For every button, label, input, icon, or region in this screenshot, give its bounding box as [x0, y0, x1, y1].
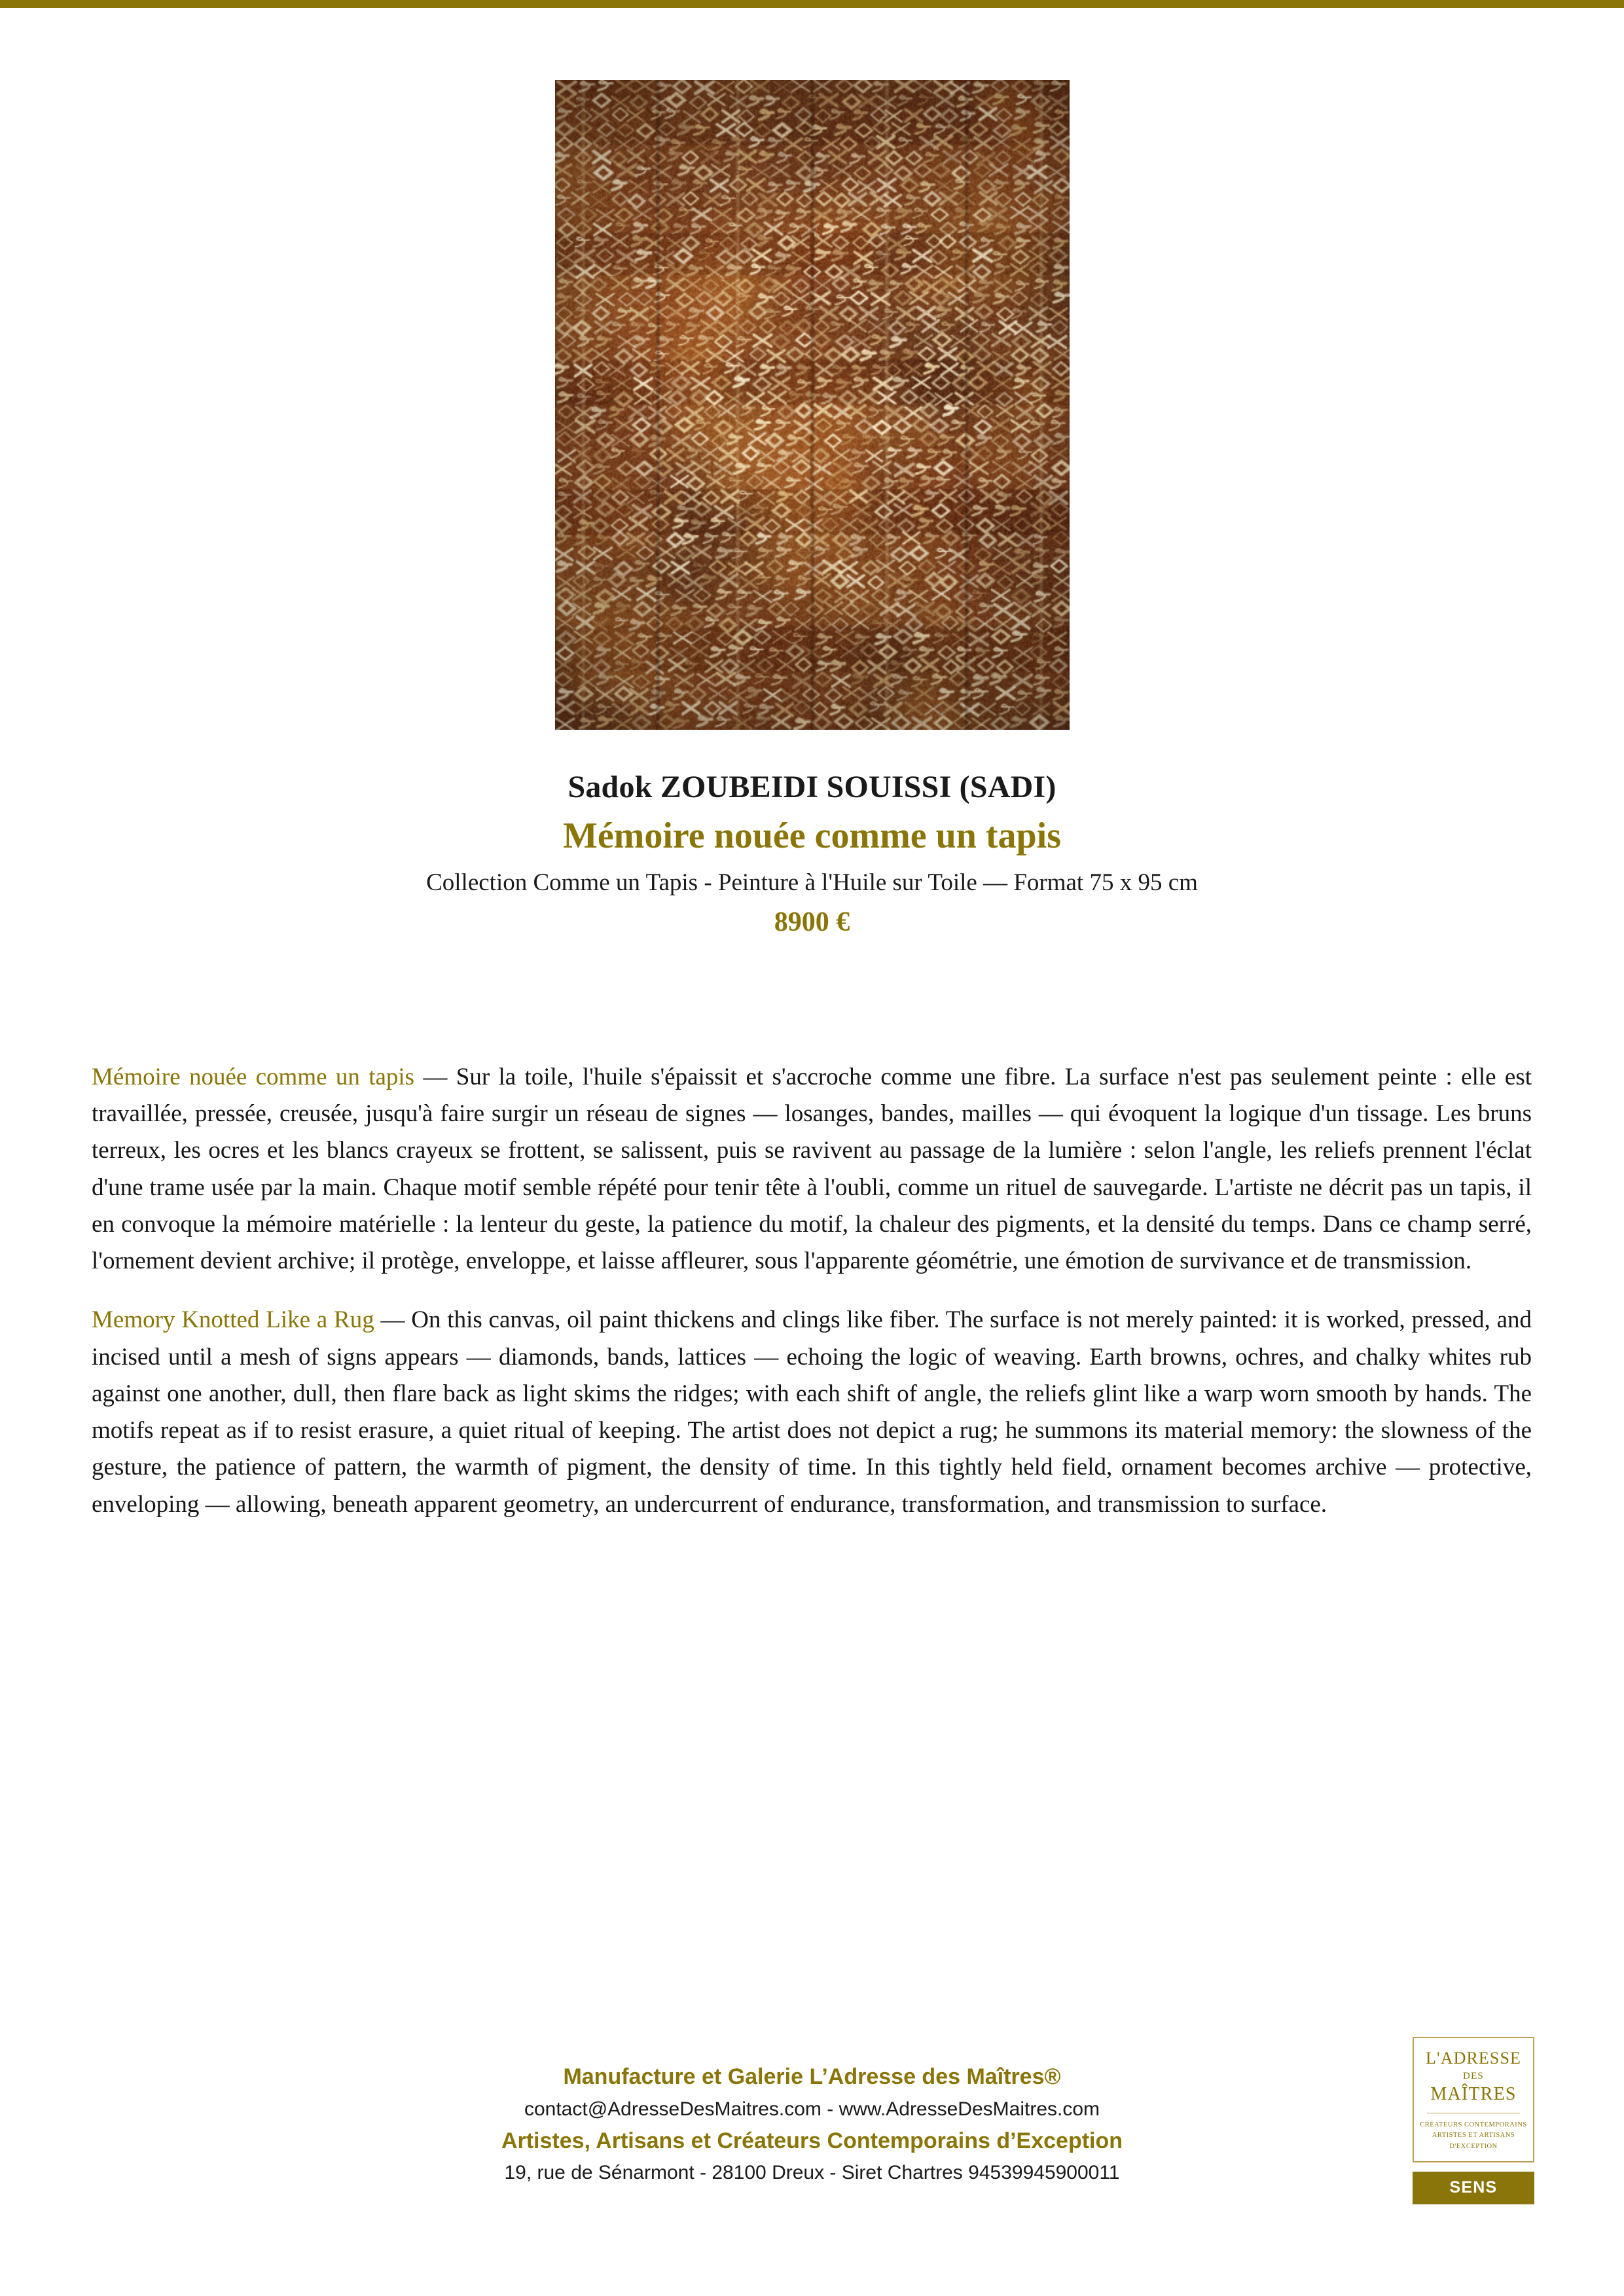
- description-lead-in-en: Memory Knotted Like a Rug: [92, 1306, 374, 1334]
- description-paragraph-fr: [92, 1059, 1532, 1280]
- description-block: [92, 1059, 1532, 1523]
- logo-line-adresse: L'ADRESSE: [1425, 2049, 1522, 2068]
- artwork-details: Collection Comme un Tapis - Peinture à l'Huile sur Toile — Format 75 x 95 cm: [426, 869, 1198, 896]
- page-title: Mémoire nouée comme un tapis: [562, 815, 1062, 856]
- footer-tagline: Artistes, Artisans et Créateurs Contemporains d’Exception: [501, 2128, 1123, 2153]
- top-gold-bar: [0, 0, 1624, 8]
- description-lead-in-fr: Mémoire nouée comme un tapis: [92, 1064, 415, 1090]
- artwork-canvas: [555, 80, 1070, 730]
- footer-contact-links[interactable]: contact@AdresseDesMaitres.com - www.AdresseDesMaitres.com: [524, 2098, 1100, 2120]
- footer-company-name: Manufacture et Galerie L’Adresse des Maîtres®: [563, 2064, 1061, 2089]
- logo-line-des: DES: [1463, 2070, 1484, 2081]
- logo-subtitle-2: ARTISTES ET ARTISANS: [1432, 2132, 1515, 2140]
- logo-line-maitres: MAÎTRES: [1430, 2083, 1517, 2104]
- artwork-image: [555, 80, 1070, 730]
- logo-subtitle-1: CRÉATEURS CONTEMPORAINS: [1420, 2121, 1527, 2129]
- description-body-fr: — Sur la toile, l'huile s'épaissit et s'accroche comme une fibre. La surface n'est pas seulement peinte : elle est travaillée, pressée, creusée, jusqu'à faire surgir un réseau de signes — losanges, bandes, mailles — qui évoquent la logique d'un tissage. Les bruns terreux, les ocres et les blancs crayeux se frottent, se salissent, puis se ravivent au passage de la lumière : selon l'angle, les reliefs prennent l'éclat d'une trame usée par la main. Chaque motif semble répété pour tenir tête à l'oubli, comme un rituel de sauvegarde. L'artiste ne décrit pas un tapis, il en convoque la mémoire matérielle : la lenteur du geste, la patience du motif, la chaleur des pigments, et la densité du temps. Dans ce champ serré, l'ornement devient archive; il protège, enveloppe, et laisse affleurer, sous l'apparente géométrie, une émotion de survivance et de transmission.: [92, 1064, 1532, 1275]
- footer-address: 19, rue de Sénarmont - 28100 Dreux - Siret Chartres 94539945900011: [504, 2162, 1120, 2184]
- logo-subtitle-3: D'EXCEPTION: [1449, 2142, 1498, 2150]
- artist-name: Sadok ZOUBEIDI SOUISSI (SADI): [568, 770, 1056, 804]
- logo-box: [1413, 2037, 1534, 2162]
- brand-logo-block: [1413, 2037, 1534, 2204]
- sens-button[interactable]: SENS: [1413, 2172, 1534, 2204]
- description-body-en: — On this canvas, oil paint thickens and clings like fiber. The surface is not merely painted: it is worked, pressed, and incised until a mesh of signs appears — diamonds, bands, lattices — echoing the logic of weaving. Earth browns, ochres, and chalky whites rub against one another, dull, then flare back as light skims the ridges; with each shift of angle, the reliefs glint like a warp worn smooth by hands. The motifs repeat as if to resist erasure, a quiet ritual of keeping. The artist does not depict a rug; he summons its material memory: the slowness of the gesture, the patience of pattern, the warmth of pigment, the density of time. In this tightly held field, ornament becomes archive — protective, enveloping — allowing, beneath apparent geometry, an undercurrent of endurance, transformation, and transmission to surface.: [92, 1306, 1532, 1518]
- artwork-caption: [0, 769, 1624, 939]
- artwork-price: 8900 €: [774, 906, 850, 937]
- description-paragraph-en: [92, 1302, 1532, 1522]
- footer-contact-block: [0, 2062, 1624, 2187]
